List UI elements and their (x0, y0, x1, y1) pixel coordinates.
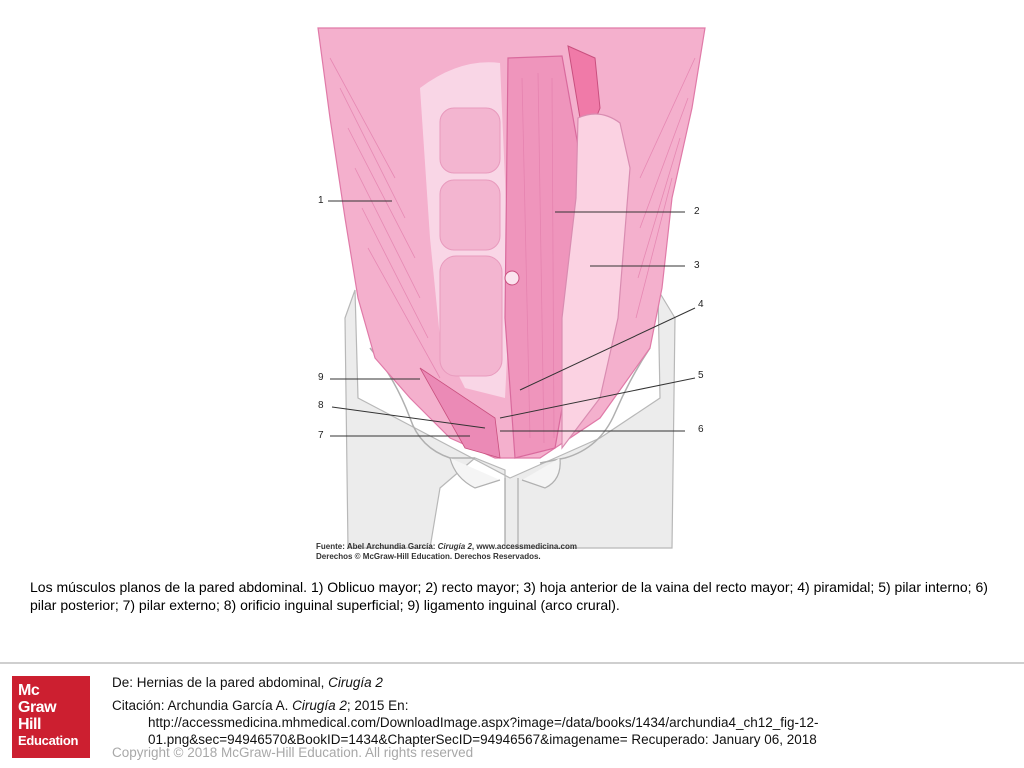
figure-label-8: 8 (318, 400, 324, 411)
divider (0, 662, 1024, 664)
figure-label-1: 1 (318, 195, 324, 206)
anatomy-figure (300, 18, 724, 563)
figure-label-2: 2 (694, 206, 700, 217)
citation-url-1[interactable]: http://accessmedicina.mhmedical.com/DownloadImage.aspx?image=/data/books/1434/archundia4_ch12_fig-12- (148, 715, 819, 730)
figure-label-5: 5 (698, 370, 704, 381)
figure-label-9: 9 (318, 372, 324, 383)
mcgraw-hill-logo: Mc Graw Hill Education (12, 676, 90, 758)
citation-url-2[interactable]: 01.png&sec=94946570&BookID=1434&ChapterSecID=94946567&imagename= Recuperado: January 06, 2018 (148, 732, 817, 747)
citation-line: Citación: Archundia García A. Cirugía 2; 2015 En: (112, 698, 409, 713)
abdominal-muscles-illustration (300, 18, 724, 563)
figure-caption: Los músculos planos de la pared abdominal. 1) Oblicuo mayor; 2) recto mayor; 3) hoja anterior de la vaina del recto mayor; 4) piramidal; 5) pilar interno; 6) pilar posterior; 7) pilar externo; 8) orificio inguinal superficial; 9) ligamento inguinal (arco crural). (30, 579, 988, 613)
figure-label-4: 4 (698, 299, 704, 310)
figure-source: Fuente: Abel Archundia García: Cirugía 2, www.accessmedicina.com Derechos © McGraw-Hill Education. Derechos Reservados. (316, 542, 577, 561)
abdominal-muscles (318, 28, 705, 458)
figure-label-3: 3 (694, 260, 700, 271)
figure-label-7: 7 (318, 430, 324, 441)
figure-label-6: 6 (698, 424, 704, 435)
citation-from: De: Hernias de la pared abdominal, Cirugía 2 (112, 675, 383, 690)
copyright-notice: Copyright © 2018 McGraw-Hill Education. All rights reserved (112, 745, 474, 760)
citation-block (112, 674, 1012, 748)
